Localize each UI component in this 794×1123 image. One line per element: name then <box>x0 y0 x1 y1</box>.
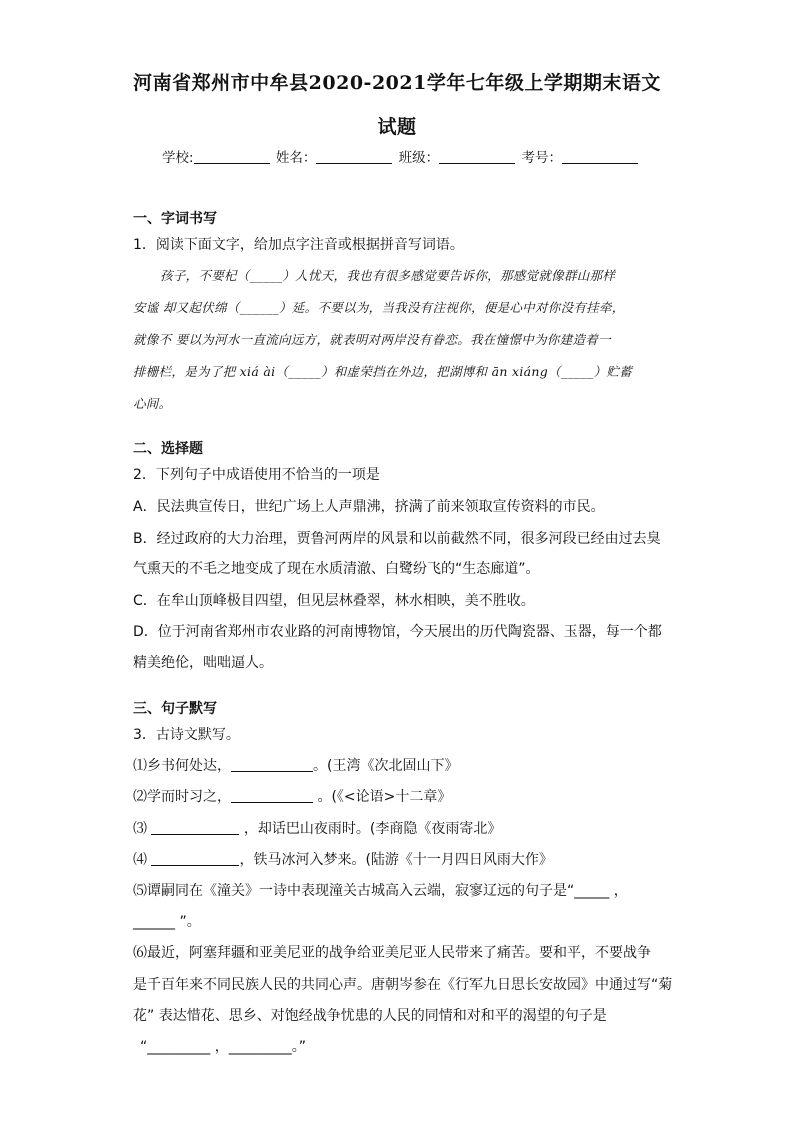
recitation-source: ，铁马冰河入梦来。(陆游《十一月四日风雨大作》 <box>239 852 553 868</box>
option-d-continued: 精美绝伦，咄咄逼人。 <box>133 655 273 671</box>
recitation-text: ⑶ <box>133 821 152 837</box>
question-2: 2．下列句子中成语使用不恰当的一项是 <box>133 467 380 483</box>
exam-no-blank[interactable] <box>562 149 638 164</box>
document-title-continued: 试题 <box>377 116 417 138</box>
recitation-2 <box>133 786 451 806</box>
school-label: 学校: <box>162 150 194 166</box>
option-d: D．位于河南省郑州市农业路的河南博物馆，今天展出的历代陶瓷器、玉器，每一个都 <box>133 624 662 640</box>
answer-blank[interactable] <box>231 758 313 772</box>
question-1: 1．阅读下面文字，给加点字注音或根据拼音写词语。 <box>133 237 464 253</box>
option-c: C．在牟山顶峰极目四望，但见层林叠翠，林水相映，美不胜收。 <box>133 593 535 609</box>
question-3: 3．古诗文默写。 <box>133 727 240 743</box>
passage-line: 安谧 却又起伏绵（______）延。不要以为，当我没有注视你，便是心中对你没有挂牵， <box>133 300 625 315</box>
section-heading: 二、选择题 <box>133 441 203 457</box>
answer-blank[interactable] <box>151 821 239 835</box>
section-heading: 三、句子默写 <box>133 701 217 717</box>
answer-blank[interactable] <box>231 789 313 803</box>
name-label: 姓名： <box>275 150 317 166</box>
exam-no-label: 考号： <box>521 150 562 166</box>
recitation-text: ⑷ <box>133 852 152 868</box>
recitation-6-continued: 花” 表达惜花、思乡、对饱经战争忧患的人民的同情和对和平的渴望的句子是 <box>133 1008 607 1024</box>
option-b: B．经过政府的大力治理，贾鲁河两岸的风景和以前截然不同，很多河段已经由过去臭 <box>133 531 661 547</box>
recitation-6-continued: 是千百年来不同民族人民的共同心声。唐朝岑参在《行军九日思长安故园》中通过写“菊 <box>133 977 673 993</box>
option-a: A．民法典宣传日，世纪广场上人声鼎沸，挤满了前来领取宣传资料的市民。 <box>133 499 605 515</box>
passage-line: 就像不 要以为河水一直流向远方，就表明对两岸没有眷恋。我在憧憬中为你建造着一 <box>133 332 611 347</box>
recitation-text: ⑵学而时习之， <box>133 789 231 805</box>
document-title: 河南省郑州市中牟县2020-2021学年七年级上学期期末语文 <box>133 72 661 94</box>
recitation-4 <box>133 849 553 869</box>
school-blank[interactable] <box>194 149 270 164</box>
passage-line: 排栅栏，是为了把 xiá ài（_____）和虚荣挡在外边，把湖博和 ān xiáng（_____）贮蓄 <box>133 364 632 379</box>
passage-line: 心间。 <box>133 396 172 411</box>
option-b-continued: 气熏天的不毛之地变成了现在水质清澈、白鹭纷飞的“生态廊道”。 <box>133 561 540 577</box>
recitation-1 <box>133 755 458 775</box>
answer-blank[interactable] <box>151 852 239 866</box>
recitation-6-answer: “_________ ，_________。” <box>140 1039 306 1055</box>
recitation-5-continued: ______ ”。 <box>133 914 201 930</box>
name-blank[interactable] <box>316 149 392 164</box>
class-blank[interactable] <box>439 149 515 164</box>
passage-line: 孩子，不要杞（_____）人忧天，我也有很多感觉要告诉你，那感觉就像群山那样 <box>160 268 616 283</box>
recitation-text: ⑴乡书何处达， <box>133 758 231 774</box>
section-heading: 一、字词书写 <box>133 211 217 227</box>
recitation-source: 。(《<论语>十二章》 <box>313 789 452 805</box>
recitation-source: ，却话巴山夜雨时。(李商隐《夜雨寄北》 <box>239 821 502 837</box>
recitation-source: 。(王湾《次北固山下》 <box>313 758 459 774</box>
student-info-row <box>162 146 640 166</box>
recitation-5: ⑸谭嗣同在《潼关》一诗中表现潼关古城高入云端，寂寥辽远的句子是“_____ ， <box>133 883 628 899</box>
recitation-6: ⑹最近，阿塞拜疆和亚美尼亚的战争给亚美尼亚人民带来了痛苦。要和平，不要战争 <box>133 945 651 961</box>
class-label: 班级： <box>398 150 440 166</box>
recitation-3 <box>133 818 501 838</box>
